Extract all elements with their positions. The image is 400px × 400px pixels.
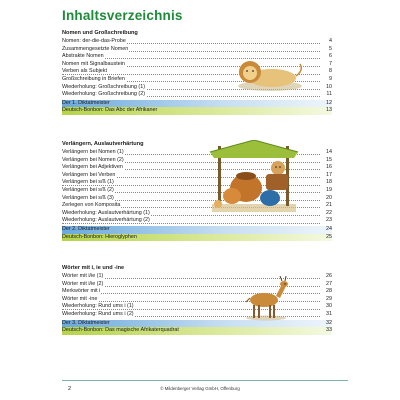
toc-entry-page: 15 <box>326 156 332 163</box>
toc-entry-label: Verlängern bei s/ß (2) <box>62 186 114 193</box>
toc-entry-label: Der 2. Diktatmeister <box>62 225 110 232</box>
toc-entry-page: 17 <box>326 171 332 178</box>
toc-entry-label: Verlängern bei s/ß (3) <box>62 194 114 201</box>
toc-entry-label: Wiederholung: Großschreibung (2) <box>62 91 145 98</box>
toc-entry-page: 33 <box>326 327 332 334</box>
toc-entry-page: 25 <box>326 233 332 240</box>
toc-entry-label: Deutsch-Bonbon: Das Abc der Afrikaner <box>62 107 158 114</box>
toc-entry-page: 6 <box>329 53 332 60</box>
toc-entry-page: 7 <box>329 60 332 67</box>
toc-entry-page: 18 <box>326 179 332 186</box>
toc-entry-page: 11 <box>326 91 332 98</box>
market-stall-illustration <box>208 140 300 218</box>
toc-entry-page: 22 <box>326 209 332 216</box>
toc-entry-label: Großschreibung in Briefen <box>62 75 125 82</box>
toc-entry-label: Wiederholung: Großschreibung (1) <box>62 83 145 90</box>
footer-rule <box>62 380 348 381</box>
toc-entry-page: 21 <box>326 202 332 209</box>
toc-entry-page: 10 <box>326 83 332 90</box>
toc-entry-page: 5 <box>329 45 332 52</box>
toc-entry-label: Nomen mit Signalbaustein <box>62 60 125 67</box>
toc-entry-page: 31 <box>326 310 332 317</box>
section-heading: Verlängern, Auslautverhärtung <box>62 141 144 147</box>
lion-illustration <box>232 52 304 92</box>
toc-entry-page: 4 <box>329 38 332 44</box>
toc-entry-label: Deutsch-Bonbon: Hieroglyphen <box>62 233 137 240</box>
section-heading: Nomen und Großschreibung <box>62 30 138 36</box>
copyright-note: © Mildenberger Verlag GmbH, Offenburg <box>160 386 240 391</box>
toc-entry-label: Verlängern bei Nomen (2) <box>62 156 124 163</box>
deutsch-bonbon-entry <box>62 107 332 115</box>
page-title: Inhaltsverzeichnis <box>62 8 183 23</box>
toc-entry-page: 29 <box>326 295 332 302</box>
toc-entry-label: Zusammengesetzte Nomen <box>62 45 129 52</box>
diktatmeister-entry <box>62 226 332 234</box>
toc-entry-page: 30 <box>326 303 332 310</box>
toc-entry-page: 32 <box>326 319 332 326</box>
page-number: 2 <box>68 386 72 392</box>
toc-entry-label: Verlängern bei s/ß (1) <box>62 179 114 186</box>
toc-entry-label: Deutsch-Bonbon: Das magische Afrikaterquadrat <box>62 327 179 334</box>
toc-entry-label: Wörter mit i/ie (2) <box>62 280 104 287</box>
toc-entry-page: 12 <box>326 99 332 106</box>
toc-entry-page: 8 <box>329 68 332 75</box>
toc-entry-page: 26 <box>326 273 332 279</box>
toc-entry-label: Wörter mit i/ie (1) <box>62 273 104 279</box>
toc-entry-page: 20 <box>326 194 332 201</box>
section-heading: Wörter mit i, ie und -ine <box>62 265 125 271</box>
toc-entry-page: 27 <box>326 280 332 287</box>
toc-entry-label: Wiederholung: Auslautverhärtung (2) <box>62 217 150 224</box>
toc-entry-page: 9 <box>329 75 332 82</box>
toc-entry-label: Wiederholung: Rund ums i (1) <box>62 303 134 310</box>
antelope-illustration <box>238 276 294 322</box>
toc-entry-label: Wörter mit -ine <box>62 295 98 302</box>
toc-entry-page: 28 <box>326 288 332 295</box>
toc-entry-label: Verlängern bei Verben <box>62 171 116 178</box>
toc-entry <box>62 217 332 225</box>
toc-entry <box>62 91 332 99</box>
deutsch-bonbon-entry <box>62 234 332 242</box>
toc-entry-label: Merkwörter mit i <box>62 288 101 295</box>
toc-entry <box>62 38 332 46</box>
toc-entry-label: Der 1. Diktatmeister <box>62 99 110 106</box>
toc-entry-label: Der 3. Diktatmeister <box>62 319 110 326</box>
toc-entry-page: 13 <box>326 107 332 114</box>
toc-entry-label: Zerlegen von Komposita <box>62 202 121 209</box>
toc-entry-page: 19 <box>326 186 332 193</box>
deutsch-bonbon-entry <box>62 327 332 335</box>
toc-entry-page: 23 <box>326 217 332 224</box>
toc-entry-page: 16 <box>326 164 332 171</box>
toc-entry-label: Wiederholung: Rund ums i (2) <box>62 310 134 317</box>
toc-entry-label: Verben als Subjekt <box>62 68 107 75</box>
toc-entry-page: 24 <box>326 225 332 232</box>
toc-entry-label: Nomen: der-die-das-Probe <box>62 38 126 44</box>
toc-entry-label: Abstrakte Nomen <box>62 53 104 60</box>
toc-entry-label: Verlängern bei Adjektiven <box>62 164 123 171</box>
toc-entry-label: Verlängern bei Nomen (1) <box>62 149 124 155</box>
toc-entry-label: Wiederholung: Auslautverhärtung (1) <box>62 209 150 216</box>
toc-entry-page: 14 <box>326 149 332 155</box>
